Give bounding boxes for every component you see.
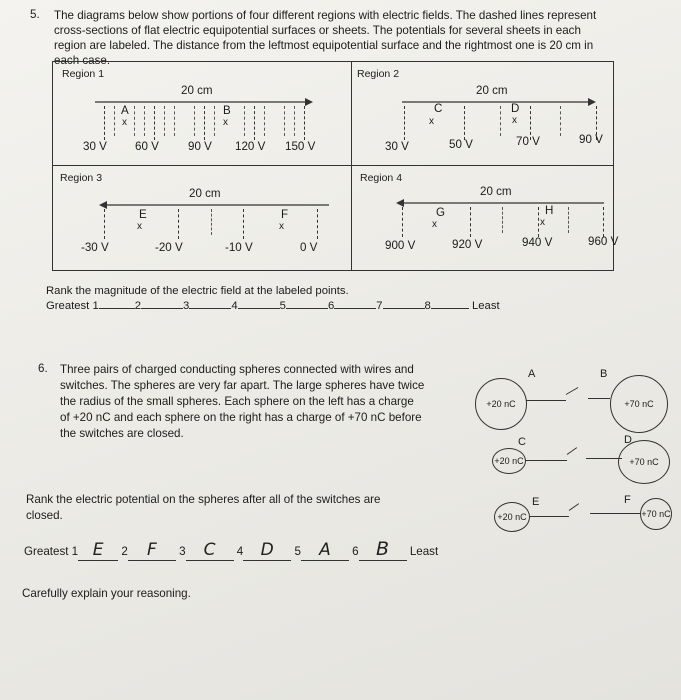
equipotential-line (603, 207, 604, 237)
sphere-b: +70 nC (610, 375, 668, 433)
equipotential-line (104, 106, 105, 140)
q6-rank-prompt-2: closed. (26, 509, 63, 522)
q6-answer-blank[interactable]: E (78, 540, 118, 561)
sphere-e: +20 nC (494, 502, 530, 532)
q6-rank-row (24, 538, 438, 561)
q5-rank-num: 5 (279, 300, 286, 312)
voltage-label: -20 V (155, 241, 183, 254)
wire (526, 400, 566, 401)
region-3-arrow (99, 201, 331, 209)
explain-instruction: Carefully explain your reasoning. (22, 587, 191, 600)
switch (569, 503, 579, 511)
switch (567, 447, 577, 455)
equipotential-line (264, 106, 265, 136)
point-d-marker: x (512, 115, 517, 126)
point-g-label: G (436, 206, 446, 219)
sphere-e-label: E (532, 496, 540, 508)
point-c-marker: x (429, 116, 434, 127)
voltage-label: 50 V (449, 138, 473, 151)
switch (566, 387, 579, 395)
equipotential-line (254, 106, 255, 140)
equipotential-line (174, 106, 175, 136)
sphere-f-label: F (624, 494, 631, 506)
regions-table (52, 61, 619, 271)
point-b-label: B (223, 104, 231, 117)
q5-rank-blank[interactable] (334, 308, 376, 309)
region-4-arrow (396, 199, 606, 207)
equipotential-line (244, 106, 245, 136)
voltage-label: 960 V (588, 235, 619, 248)
region-4-label: Region 4 (360, 172, 403, 184)
equipotential-line (178, 209, 179, 239)
equipotential-line (464, 106, 465, 140)
equipotential-line (294, 106, 295, 136)
q5-rank-blank[interactable] (141, 308, 183, 309)
equipotential-line (538, 207, 539, 237)
question-5-number: 5. (30, 8, 40, 21)
voltage-label: 70 V (516, 135, 540, 148)
region-3-distance: 20 cm (189, 187, 221, 200)
region-2-label: Region 2 (357, 68, 400, 80)
voltage-label: 30 V (83, 140, 107, 153)
region-3-label: Region 3 (60, 172, 103, 184)
equipotential-line (164, 106, 165, 136)
point-c-label: C (434, 102, 443, 115)
point-a-label: A (121, 104, 129, 117)
equipotential-line (211, 209, 212, 235)
q6-rank-num: 3 (179, 545, 186, 558)
equipotential-line (304, 106, 305, 140)
point-f-marker: x (279, 221, 284, 232)
q5-rank-greatest: Greatest 1 (46, 300, 99, 312)
region-4-distance: 20 cm (480, 185, 512, 198)
q6-line-3: the radius of the small spheres. Each sphere on the left has a charge (60, 395, 414, 408)
sphere-d-label: D (624, 434, 632, 446)
q6-answer-blank[interactable]: D (243, 540, 291, 561)
point-e-marker: x (137, 221, 142, 232)
q6-answer-blank[interactable]: A (301, 540, 349, 561)
q6-answer-blank[interactable]: C (186, 540, 234, 561)
voltage-label: 90 V (579, 133, 603, 146)
sphere-a-label: A (528, 368, 536, 380)
q5-rank-num: 3 (183, 300, 190, 312)
voltage-label: 120 V (235, 140, 266, 153)
equipotential-line (404, 106, 405, 140)
point-b-marker: x (223, 117, 228, 128)
equipotential-line (470, 207, 471, 237)
voltage-label: -30 V (81, 241, 109, 254)
sphere-b-label: B (600, 368, 608, 380)
q6-answer-blank[interactable]: B (359, 538, 407, 561)
q5-rank-prompt: Rank the magnitude of the electric field at the labeled points. (46, 285, 349, 297)
wire (590, 513, 640, 514)
sphere-c-label: C (518, 436, 526, 448)
q5-rank-least: Least (471, 300, 500, 312)
q6-line-4: of +20 nC and each sphere on the right has a charge of +70 nC before (60, 411, 422, 424)
region-4-cell (352, 166, 619, 270)
region-2-distance: 20 cm (476, 84, 508, 97)
question-6-text (60, 362, 470, 442)
equipotential-line (144, 106, 145, 136)
point-h-label: H (545, 204, 554, 217)
region-3-cell (53, 166, 351, 270)
point-a-marker: x (122, 117, 127, 128)
voltage-label: 60 V (135, 140, 159, 153)
q5-line-2: cross-sections of flat electric equipotential surfaces or sheets. The potentials for several sheets in each (54, 24, 581, 37)
sphere-a: +20 nC (475, 378, 527, 430)
q5-line-1: The diagrams below show portions of four different regions with electric fields. The dashed lines represent (54, 9, 597, 22)
q6-rank-num: 2 (121, 545, 128, 558)
q6-rank-num: 5 (294, 545, 301, 558)
equipotential-line (568, 207, 569, 233)
equipotential-line (402, 207, 403, 237)
region-2-arrow (400, 98, 596, 106)
q6-line-1: Three pairs of charged conducting spheres connected with wires and (60, 363, 414, 376)
q6-rank-least: Least (409, 545, 439, 558)
q5-rank-blank[interactable] (431, 308, 469, 309)
q6-rank-prompt (26, 492, 380, 524)
q6-rank-greatest: Greatest 1 (24, 545, 79, 558)
q5-rank-blank[interactable] (286, 308, 328, 309)
point-d-label: D (511, 102, 520, 115)
sphere-f: +70 nC (640, 498, 672, 530)
equipotential-line (214, 106, 215, 136)
q6-line-5: the switches are closed. (60, 427, 184, 440)
point-e-label: E (139, 208, 147, 221)
equipotential-line (317, 209, 318, 239)
equipotential-line (500, 106, 501, 136)
point-f-label: F (281, 208, 289, 221)
q5-line-4: each case. (54, 54, 111, 67)
q5-rank-num: 2 (134, 300, 142, 312)
wire (529, 516, 569, 517)
sphere-d: +70 nC (618, 440, 670, 484)
q5-line-3: region are labeled. The distance from the leftmost equipotential surface and the rightmost one is 20 cm in (54, 39, 594, 52)
wire (525, 460, 567, 461)
equipotential-line (243, 209, 244, 239)
wire (586, 458, 622, 459)
point-g-marker: x (432, 219, 437, 230)
equipotential-line (194, 106, 195, 136)
q5-rank-num: 7 (376, 300, 383, 312)
wire (588, 398, 610, 399)
question-5-text (54, 8, 644, 68)
sphere-c: +20 nC (492, 448, 526, 474)
q6-rank-num: 6 (352, 545, 359, 558)
equipotential-line (204, 106, 205, 140)
q5-rank-blank[interactable] (99, 308, 135, 309)
voltage-label: -10 V (225, 241, 253, 254)
equipotential-line (104, 209, 105, 239)
voltage-label: 0 V (300, 241, 318, 254)
q6-rank-num: 4 (236, 545, 244, 558)
equipotential-line (114, 106, 115, 136)
q5-rank-blank[interactable] (189, 308, 231, 309)
equipotential-line (502, 207, 503, 233)
voltage-label: 30 V (385, 140, 409, 153)
voltage-label: 900 V (385, 239, 416, 252)
question-6-number: 6. (38, 362, 48, 375)
voltage-label: 90 V (188, 140, 212, 153)
q5-rank-num: 6 (327, 300, 335, 312)
q5-rank-num: 8 (424, 300, 431, 312)
q5-rank-row (46, 300, 500, 312)
q6-answer-blank[interactable]: F (128, 540, 176, 561)
region-1-label: Region 1 (62, 68, 105, 80)
q5-rank-blank[interactable] (238, 308, 280, 309)
equipotential-line (154, 106, 155, 140)
voltage-label: 150 V (285, 140, 316, 153)
region-2-cell (352, 62, 613, 165)
point-h-marker: x (540, 217, 545, 228)
voltage-label: 940 V (522, 236, 553, 249)
region-1-cell (53, 62, 351, 165)
q6-line-2: switches. The spheres are very far apart. The large spheres have twice (60, 379, 425, 392)
voltage-label: 920 V (452, 238, 483, 251)
region-1-distance: 20 cm (181, 84, 213, 97)
q5-rank-blank[interactable] (383, 308, 425, 309)
q6-rank-prompt-1: Rank the electric potential on the spheres after all of the switches are (26, 493, 381, 506)
equipotential-line (560, 106, 561, 136)
equipotential-line (134, 106, 135, 136)
q5-rank-num: 4 (231, 300, 238, 312)
equipotential-line (284, 106, 285, 136)
spheres-diagram (470, 360, 670, 540)
